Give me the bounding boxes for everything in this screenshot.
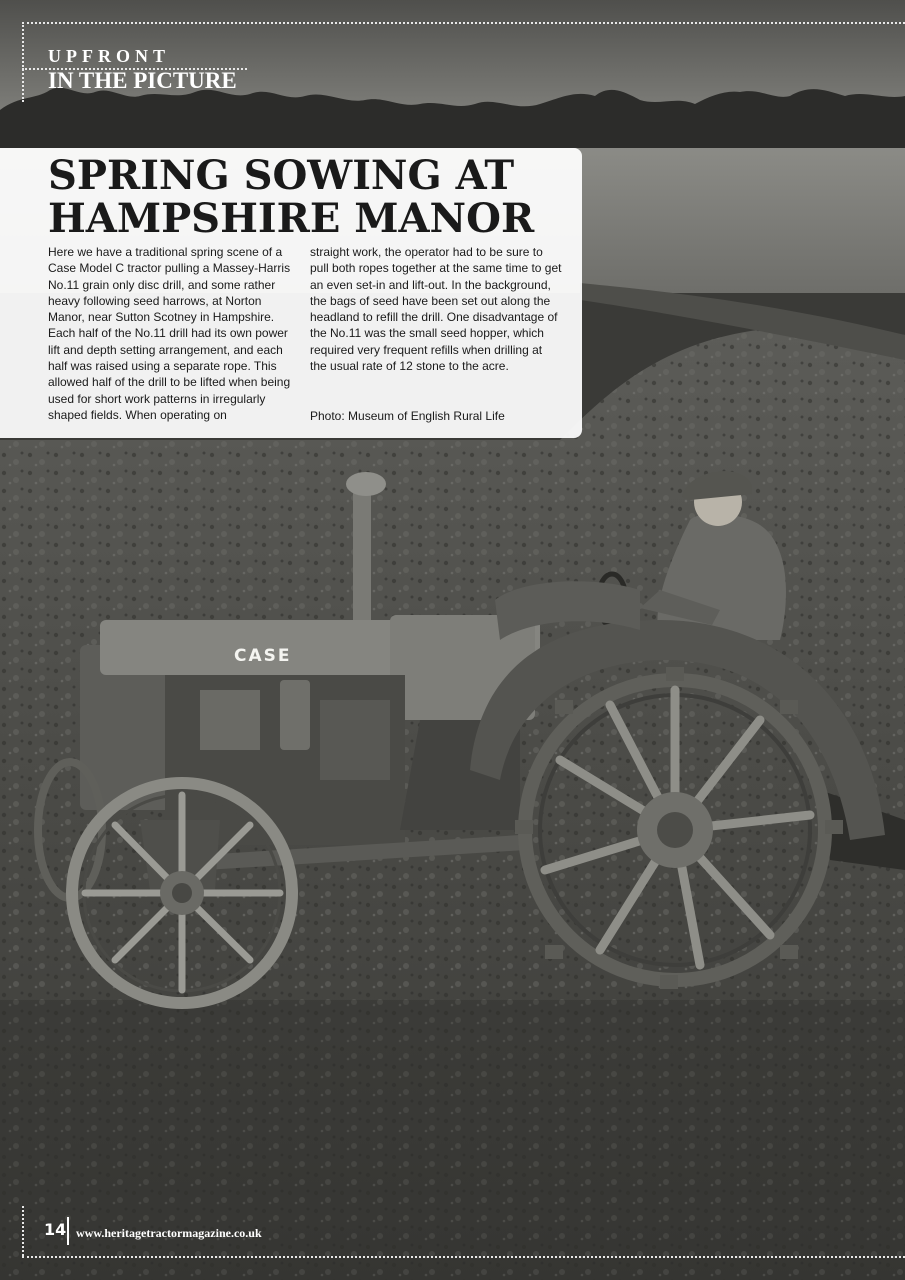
subsection-label: IN THE PICTURE <box>48 68 237 93</box>
article-body-column-1: Here we have a traditional spring scene of a Case Model C tractor pulling a Massey-Harris No.11 grain only disc drill, and some rather heavy following seed harrows, at Norton Manor, near Sutton Scotney in Hampshire. Each half of the No.11 drill had its own power lift and depth setting arrangement, and each half was raised using a separate rope. This allowed half of the drill to be lifted when being used for short work patterns in irregularly shaped fields. When operating on <box>48 245 291 422</box>
section-label: UPFRONT <box>48 46 170 66</box>
footer-separator <box>67 1217 69 1245</box>
top-dotted-rule <box>22 22 905 24</box>
left-dotted-rule <box>22 22 24 102</box>
website-url[interactable]: www.heritagetractormagazine.co.uk <box>76 1226 262 1240</box>
photo-credit: Photo: Museum of English Rural Life <box>310 409 505 423</box>
case-badge: CASE <box>234 646 292 666</box>
article-body-column-2: straight work, the operator had to be sure to pull both ropes together at the same time to get an even set-in and lift-out. In the background, the bags of seed have been set out along the headland to refill the drill. One disadvantage of the No.11 was the small seed hopper, which required very frequent refills when drilling at the usual rate of 12 stone to the acre. <box>310 245 562 374</box>
footer-dotted-rule <box>22 1256 905 1258</box>
page-number: 14 <box>44 1220 67 1239</box>
footer-left-dotted-rule <box>22 1206 24 1256</box>
article-title: SPRING SOWING AT HAMPSHIRE MANOR <box>48 152 535 242</box>
